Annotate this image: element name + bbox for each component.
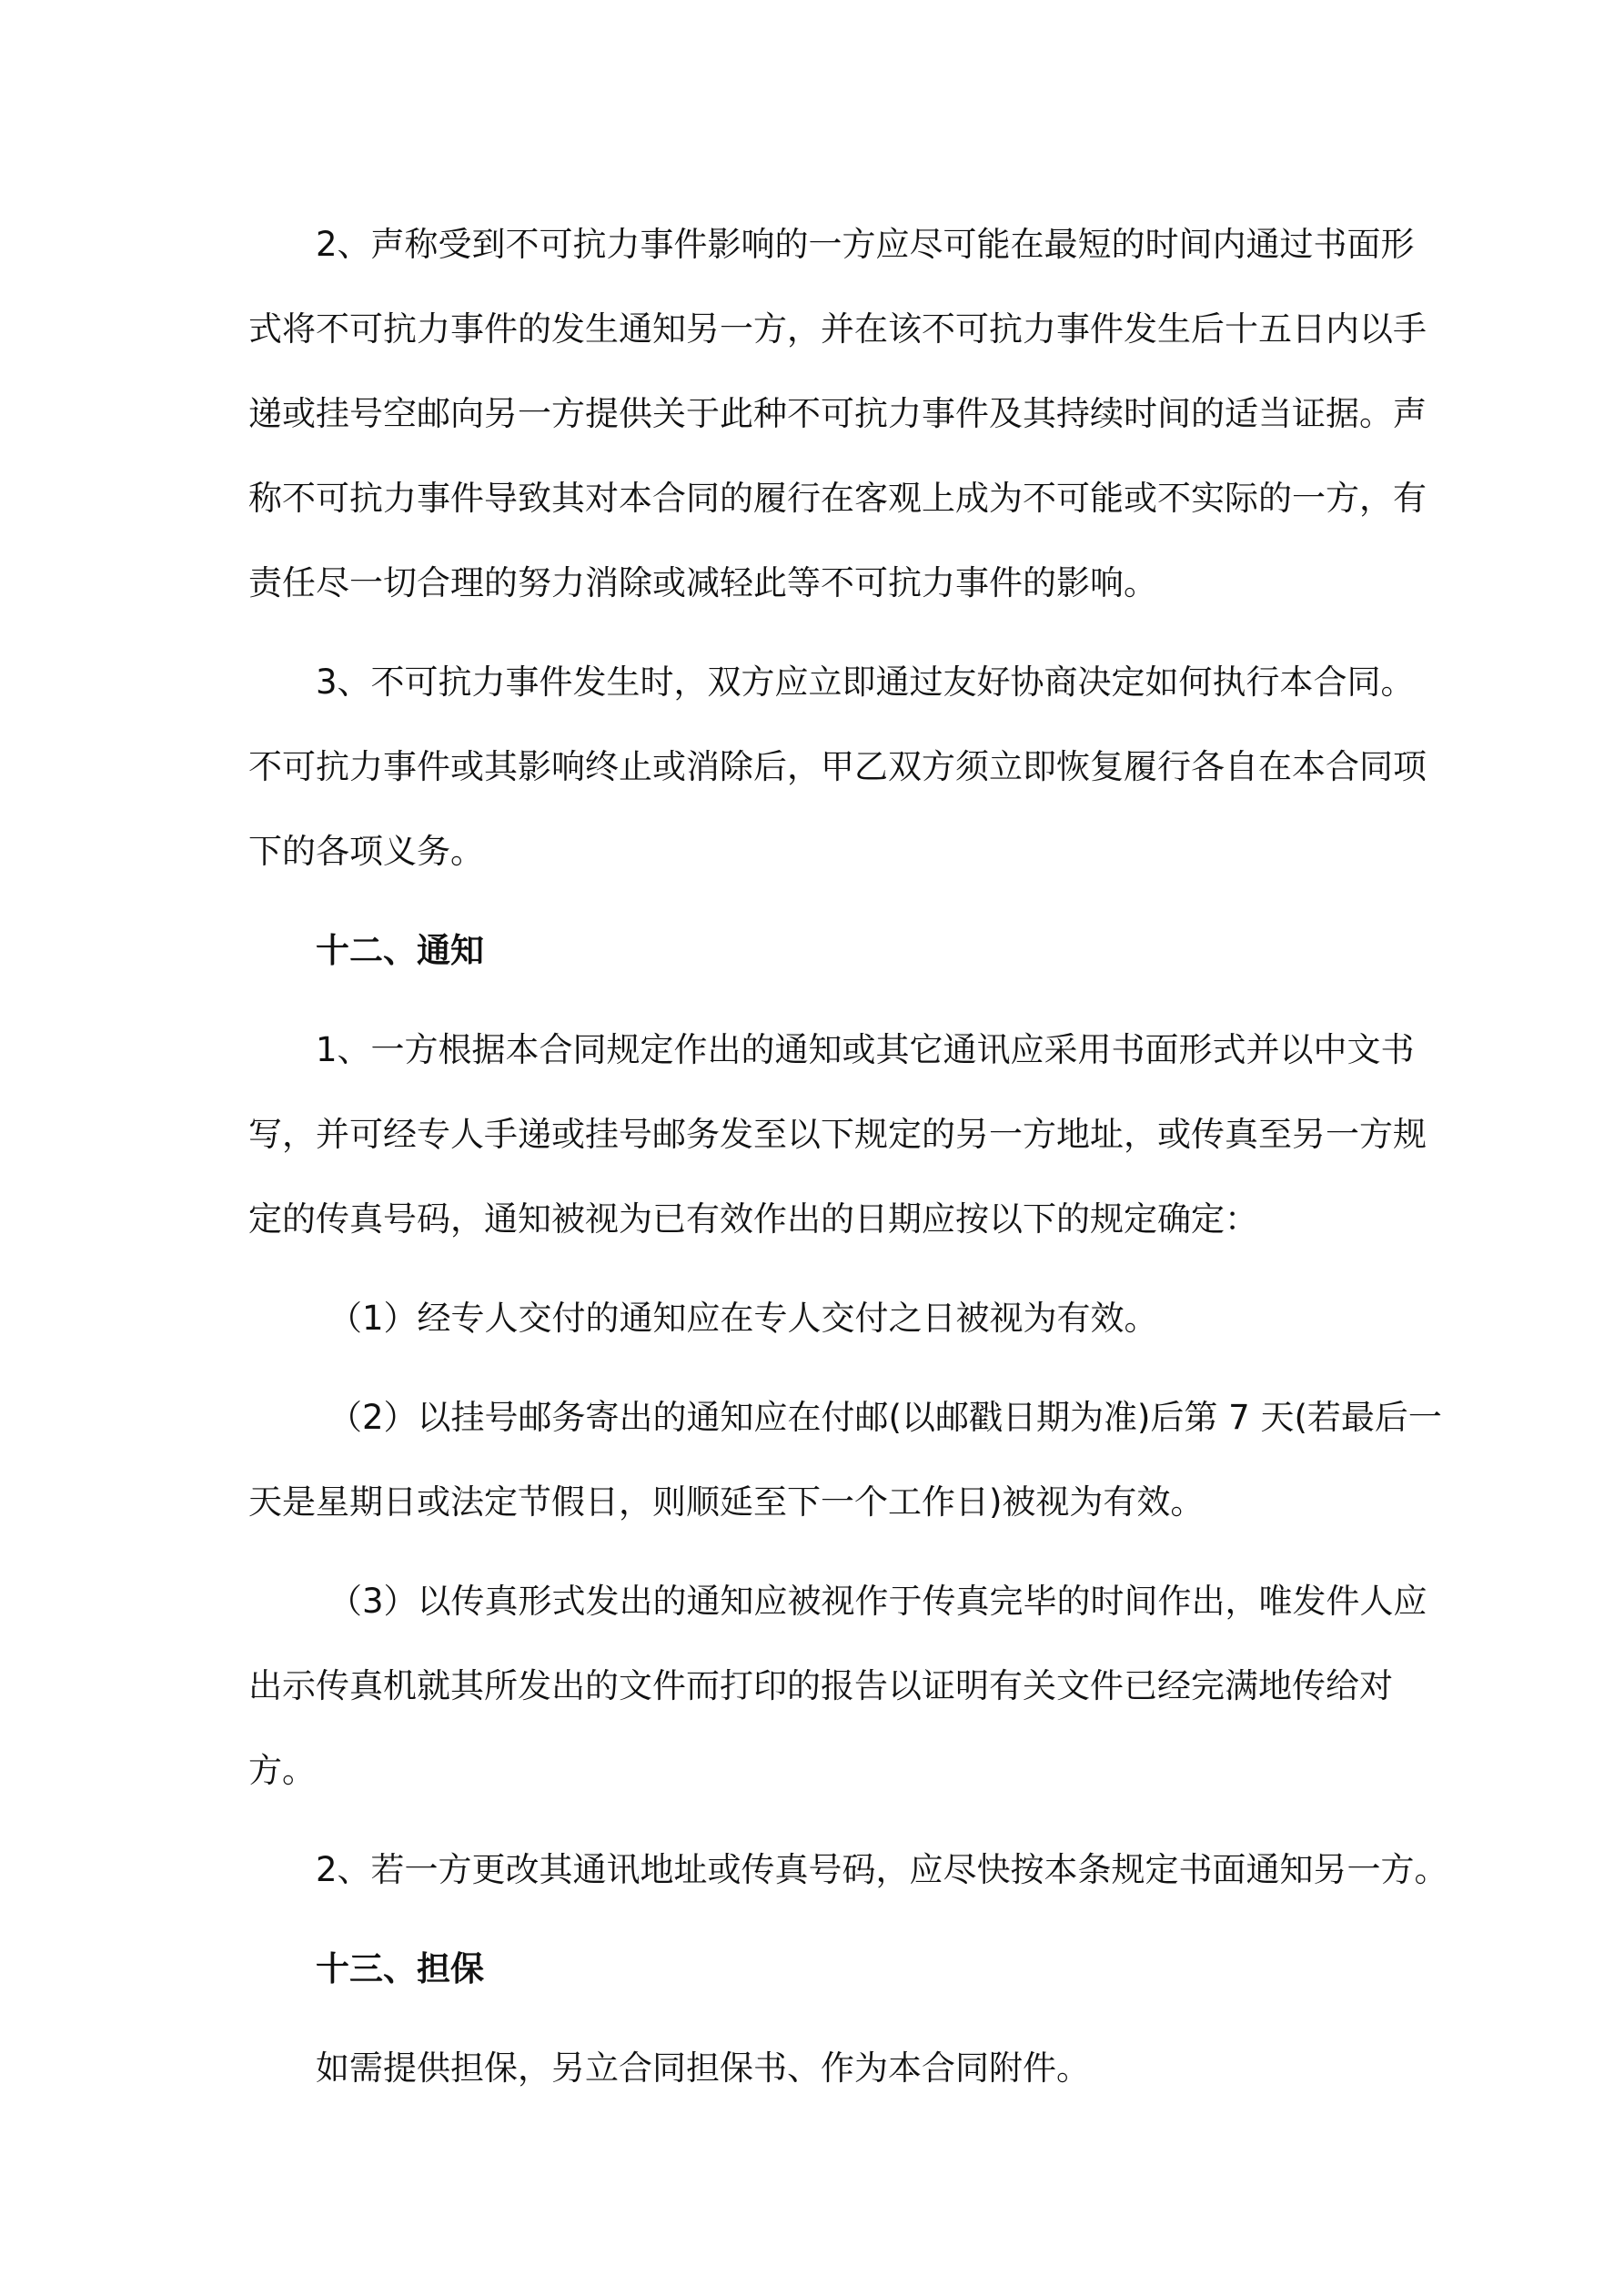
list-item	[248, 1559, 1427, 1813]
text-line: 定的传真号码，通知被视为已有效作出的日期应按以下的规定确定：	[248, 1199, 1258, 1239]
paragraph	[248, 1007, 1427, 1261]
text-line: 2、声称受到不可抗力事件影响的一方应尽可能在最短的时间内通过书面形	[316, 225, 1415, 264]
list-item	[248, 1276, 1387, 1360]
text-line: 出示传真机就其所发出的文件而打印的报告以证明有关文件已经完满地传给对	[248, 1666, 1393, 1705]
text-line: 方。	[248, 1751, 316, 1790]
text-line: （3）以传真形式发出的通知应被视作于传真完毕的时间作出，唯发件人应	[328, 1582, 1427, 1621]
text-line: 式将不可抗力事件的发生通知另一方，并在该不可抗力事件发生后十五日内以手	[248, 309, 1427, 349]
paragraph	[248, 640, 1427, 894]
text-line: 下的各项义务。	[248, 832, 484, 871]
text-line: 3、不可抗力事件发生时，双方应立即通过友好协商决定如何执行本合同。	[316, 663, 1415, 702]
text-line: （1）经专人交付的通知应在专人交付之日被视为有效。	[328, 1299, 1158, 1338]
paragraph	[248, 1827, 1448, 1912]
text-line: 天是星期日或法定节假日，则顺延至下一个工作日)被视为有效。	[248, 1482, 1205, 1522]
text-line: 不可抗力事件或其影响终止或消除后，甲乙双方须立即恢复履行各自在本合同项	[248, 747, 1427, 786]
paragraph	[248, 202, 1427, 625]
text-line: 如需提供担保，另立合同担保书、作为本合同附件。	[316, 2048, 1090, 2088]
section-heading	[248, 908, 1387, 993]
text-line: 1、一方根据本合同规定作出的通知或其它通讯应采用书面形式并以中文书	[316, 1030, 1415, 1069]
list-item	[248, 1375, 1442, 1544]
text-line: 十二、通知	[316, 931, 484, 970]
section-heading	[248, 1927, 1387, 2011]
paragraph	[248, 2026, 1387, 2110]
text-line: （2）以挂号邮务寄出的通知应在付邮(以邮戳日期为准)后第 7 天(若最后一	[328, 1398, 1442, 1437]
text-line: 2、若一方更改其通讯地址或传真号码，应尽快按本条规定书面通知另一方。	[316, 1850, 1448, 1889]
text-line: 十三、担保	[316, 1949, 484, 1988]
document-page	[248, 202, 1448, 2125]
text-line: 递或挂号空邮向另一方提供关于此种不可抗力事件及其持续时间的适当证据。声	[248, 394, 1427, 433]
text-line: 称不可抗力事件导致其对本合同的履行在客观上成为不可能或不实际的一方，有	[248, 479, 1427, 518]
text-line: 责任尽一切合理的努力消除或减轻此等不可抗力事件的影响。	[248, 563, 1157, 602]
text-line: 写，并可经专人手递或挂号邮务发至以下规定的另一方地址，或传真至另一方规	[248, 1115, 1427, 1154]
